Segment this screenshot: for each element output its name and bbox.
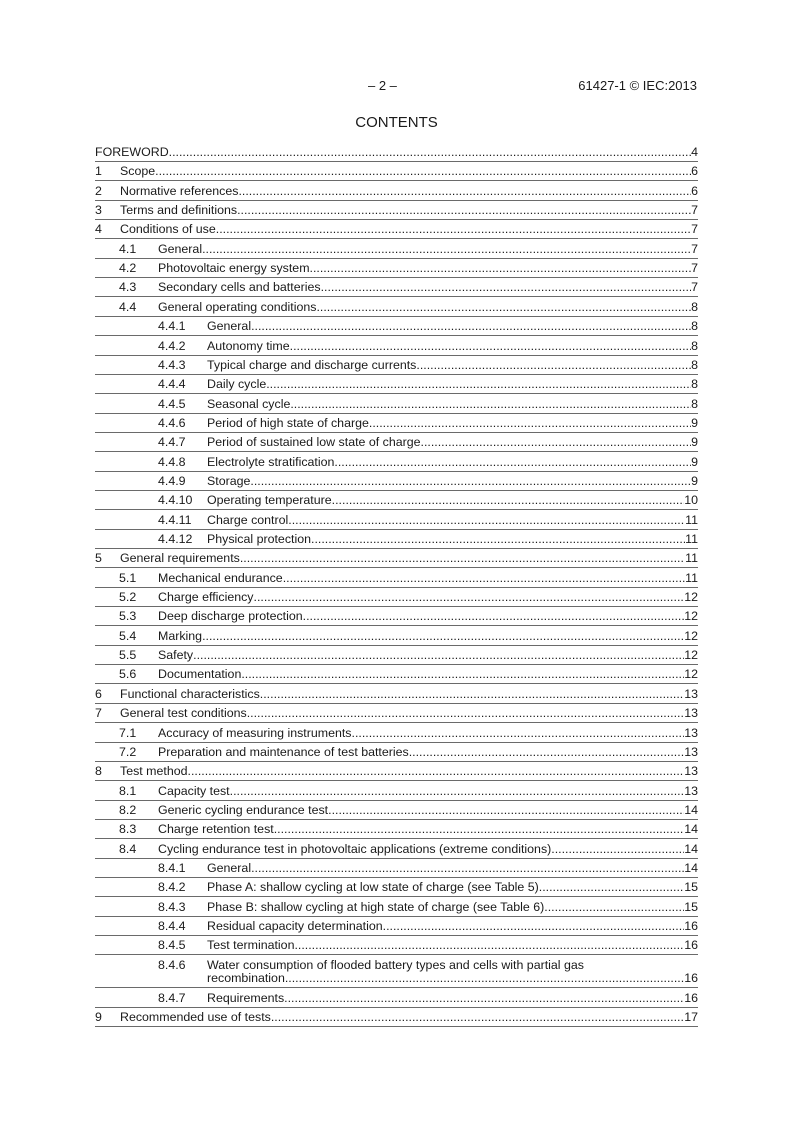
toc-entry[interactable] xyxy=(95,648,698,663)
toc-entry-title: Typical charge and discharge currents xyxy=(207,357,417,372)
toc-entry-page: 14 xyxy=(684,860,698,875)
toc-entry-page: 12 xyxy=(684,628,698,643)
toc-entry-title: Recommended use of tests xyxy=(120,1009,271,1024)
toc-entry-number: 8.4.2 xyxy=(158,880,186,895)
leader-dots xyxy=(241,667,684,682)
toc-entry-page: 12 xyxy=(684,667,698,682)
toc-entry-number: 2 xyxy=(95,183,102,198)
toc-entry-number: 4.4.3 xyxy=(158,357,186,372)
leader-dots xyxy=(237,203,691,218)
toc-entry-title: Period of sustained low state of charge xyxy=(207,435,421,450)
row-separator xyxy=(95,374,698,375)
toc-entry-page: 16 xyxy=(684,970,698,985)
toc-entry-number: 5.3 xyxy=(119,609,137,624)
toc-entry-title: General xyxy=(158,241,203,256)
toc-entry-page: 11 xyxy=(685,551,698,566)
toc-entry-title: Photovoltaic energy system xyxy=(158,261,310,276)
leader-dots xyxy=(303,609,685,624)
toc-entry-page: 8 xyxy=(691,377,698,392)
toc-entry[interactable] xyxy=(95,300,698,315)
row-separator xyxy=(95,683,698,684)
row-separator xyxy=(95,161,698,162)
leader-dots xyxy=(539,880,684,895)
toc-entry-title: Charge control xyxy=(207,512,289,527)
leader-dots xyxy=(274,822,684,837)
toc-entry-title: Water consumption of flooded battery types and cells with partial gas xyxy=(207,957,584,972)
toc-entry-page: 7 xyxy=(691,261,698,276)
toc-entry[interactable] xyxy=(95,958,698,986)
toc-entry[interactable] xyxy=(95,726,698,741)
toc-entry-page: 13 xyxy=(684,764,698,779)
toc-entry-number: 4.4 xyxy=(119,299,137,314)
row-separator xyxy=(95,316,698,317)
row-separator xyxy=(95,180,698,181)
row-separator xyxy=(95,548,698,549)
row-separator xyxy=(95,413,698,414)
toc-entry-page: 9 xyxy=(691,473,698,488)
row-separator xyxy=(95,432,698,433)
toc-entry-title: Capacity test xyxy=(158,783,230,798)
toc-entry[interactable] xyxy=(95,861,698,876)
toc-entry-title: Phase B: shallow cycling at high state of charge (see Table 6) xyxy=(207,899,545,914)
toc-entry-page: 14 xyxy=(684,841,698,856)
toc-entry-number: 4.4.5 xyxy=(158,396,186,411)
toc-entry-page: 8 xyxy=(691,299,698,314)
toc-entry[interactable] xyxy=(95,880,698,895)
toc-entry-title: Normative references xyxy=(120,183,239,198)
toc-entry-title: Storage xyxy=(207,473,251,488)
toc-entry-page: 16 xyxy=(684,919,698,933)
row-separator xyxy=(95,987,698,988)
toc-entry-number: 7.1 xyxy=(119,725,137,740)
toc-entry-number: 1 xyxy=(95,164,102,179)
toc-entry-number: 5.5 xyxy=(119,648,137,663)
row-separator xyxy=(95,490,698,491)
row-separator xyxy=(95,355,698,356)
leader-dots xyxy=(416,358,691,373)
leader-dots xyxy=(202,242,691,257)
toc-entry-page: 13 xyxy=(684,783,698,798)
toc-entry-title: Documentation xyxy=(158,667,242,682)
toc-entry[interactable] xyxy=(95,991,698,1006)
toc-entry-page: 12 xyxy=(684,590,698,605)
toc-entry-page: 9 xyxy=(691,454,698,469)
toc-entry-title: General test conditions xyxy=(120,706,247,721)
toc-entry-number: 8.4.1 xyxy=(158,860,186,875)
toc-entry[interactable] xyxy=(95,319,698,334)
toc-entry[interactable] xyxy=(95,551,698,566)
toc-entry-title: Residual capacity determination xyxy=(207,919,383,933)
toc-entry-page: 8 xyxy=(691,319,698,334)
toc-entry-number: 8.3 xyxy=(119,822,137,837)
leader-dots xyxy=(321,280,692,295)
toc-entry-page: 7 xyxy=(691,280,698,295)
toc-entry-title: Electrolyte stratification xyxy=(207,454,335,469)
toc-entry[interactable] xyxy=(95,1010,698,1025)
toc-entry[interactable] xyxy=(95,842,698,857)
toc-entry[interactable] xyxy=(95,377,698,392)
leader-dots xyxy=(310,261,692,276)
toc-entry[interactable] xyxy=(95,358,698,373)
leader-dots xyxy=(216,222,691,237)
leader-dots xyxy=(294,938,684,953)
standard-reference: 61427-1 © IEC:2013 xyxy=(578,78,697,93)
toc-entry-title: Operating temperature xyxy=(207,493,332,508)
row-separator xyxy=(95,277,698,278)
toc-entry-number: 8.4.7 xyxy=(158,990,186,1005)
row-separator xyxy=(95,567,698,568)
toc-entry-number: 4.4.6 xyxy=(158,415,186,430)
toc-entry-page: 8 xyxy=(691,357,698,372)
leader-dots xyxy=(285,971,684,986)
leader-dots xyxy=(316,300,691,315)
page-title: CONTENTS xyxy=(355,114,438,131)
row-separator xyxy=(95,451,698,452)
leader-dots xyxy=(290,397,691,412)
toc-entry-number: 5.4 xyxy=(119,628,137,643)
toc-entry-page: 9 xyxy=(691,435,698,450)
leader-dots xyxy=(271,1010,684,1025)
row-separator xyxy=(95,296,698,297)
leader-dots xyxy=(284,991,684,1006)
toc-entry-title: Test method xyxy=(120,764,188,779)
toc-entry-page: 16 xyxy=(684,938,698,953)
toc-entry[interactable] xyxy=(95,687,698,702)
toc-entry-title: FOREWORD xyxy=(95,145,169,159)
toc-entry-number: 4.4.7 xyxy=(158,435,186,450)
row-separator xyxy=(95,858,698,859)
toc-entry-number: 7.2 xyxy=(119,744,137,759)
toc-entry-number: 8.4.5 xyxy=(158,938,186,953)
toc-entry-title: Secondary cells and batteries xyxy=(158,280,321,295)
row-separator xyxy=(95,219,698,220)
toc-entry-page: 6 xyxy=(691,164,698,179)
toc-entry[interactable] xyxy=(95,532,698,547)
leader-dots xyxy=(193,648,684,663)
toc-entry-number: 4.4.10 xyxy=(158,493,193,508)
toc-entry-page: 13 xyxy=(684,744,698,759)
toc-entry-number: 8.1 xyxy=(119,783,137,798)
leader-dots xyxy=(332,493,685,508)
toc-entry[interactable] xyxy=(95,629,698,644)
leader-dots xyxy=(251,319,691,334)
leader-dots xyxy=(328,803,684,818)
toc-entry-number: 5.6 xyxy=(119,667,137,682)
toc-entry-title: Autonomy time xyxy=(207,338,290,353)
row-separator xyxy=(95,916,698,917)
toc-entry-title: Requirements xyxy=(207,990,285,1005)
toc-entry-page: 11 xyxy=(685,512,698,527)
toc-entry-number: 4.4.1 xyxy=(158,319,186,334)
toc-entry-page: 15 xyxy=(684,899,698,914)
toc-entry-page: 8 xyxy=(691,338,698,353)
toc-entry-page: 10 xyxy=(684,493,698,508)
toc-entry-page: 13 xyxy=(684,725,698,740)
leader-dots xyxy=(254,590,685,605)
toc-entry-page: 16 xyxy=(684,990,698,1005)
row-separator xyxy=(95,780,698,781)
toc-entry-number: 9 xyxy=(95,1009,102,1024)
toc-entry-title: Mechanical endurance xyxy=(158,570,283,585)
toc-entry-title: General xyxy=(207,860,252,875)
toc-entry-title: Marking xyxy=(158,628,203,643)
toc-entry-number: 4.4.4 xyxy=(158,377,186,392)
row-separator xyxy=(95,509,698,510)
toc-entry[interactable] xyxy=(95,609,698,624)
toc-entry-title: Functional characteristics xyxy=(120,686,260,701)
row-separator xyxy=(95,258,698,259)
leader-dots xyxy=(283,571,685,586)
leader-dots xyxy=(311,532,685,547)
toc-entry-page: 11 xyxy=(685,570,698,585)
row-separator xyxy=(95,819,698,820)
toc-entry[interactable] xyxy=(95,784,698,799)
toc-entry-title: General operating conditions xyxy=(158,299,317,314)
toc-entry-title: Deep discharge protection xyxy=(158,609,303,624)
toc-entry-title: General requirements xyxy=(120,551,240,566)
row-separator xyxy=(95,1026,698,1027)
toc-entry[interactable] xyxy=(95,667,698,682)
toc-entry-title: Scope xyxy=(120,164,156,179)
row-separator xyxy=(95,606,698,607)
leader-dots xyxy=(334,455,691,470)
toc-entry[interactable] xyxy=(95,571,698,586)
toc-entry-number: 3 xyxy=(95,203,102,218)
toc-entry-page: 9 xyxy=(691,415,698,430)
toc-entry-title: Charge retention test xyxy=(158,822,274,837)
row-separator xyxy=(95,877,698,878)
row-separator xyxy=(95,393,698,394)
toc-entry[interactable] xyxy=(95,900,698,915)
leader-dots xyxy=(544,900,684,915)
toc-entry-page: 15 xyxy=(684,880,698,895)
toc-entry-number: 4.4.11 xyxy=(158,512,192,527)
toc-entry[interactable] xyxy=(95,280,698,295)
row-separator xyxy=(95,954,698,955)
toc-entry[interactable] xyxy=(95,222,698,237)
leader-dots xyxy=(250,474,691,489)
toc-entry-number: 5.2 xyxy=(119,590,137,605)
toc-entry-number: 8.4.4 xyxy=(158,919,186,933)
row-separator xyxy=(95,645,698,646)
leader-dots xyxy=(247,706,684,721)
toc-entry-number: 8.4 xyxy=(119,841,137,856)
leader-dots xyxy=(240,551,685,566)
row-separator xyxy=(95,471,698,472)
toc-entry[interactable] xyxy=(95,513,698,528)
toc-entry-page: 7 xyxy=(691,203,698,218)
toc-entry-number: 5.1 xyxy=(119,570,137,585)
toc-entry[interactable] xyxy=(95,493,698,508)
toc-entry[interactable] xyxy=(95,938,698,953)
toc-entry-number: 4 xyxy=(95,222,102,237)
toc-entry-number: 4.4.9 xyxy=(158,473,186,488)
toc-entry-page: 12 xyxy=(684,648,698,663)
toc-entry-page: 6 xyxy=(691,183,698,198)
toc-entry-number: 4.4.2 xyxy=(158,338,186,353)
toc-entry-title: Phase A: shallow cycling at low state of charge (see Table 5) xyxy=(207,880,539,895)
row-separator xyxy=(95,238,698,239)
toc-entry-page: 13 xyxy=(684,706,698,721)
toc-entry-number: 6 xyxy=(95,686,102,701)
toc-entry-page: 7 xyxy=(691,222,698,237)
toc-entry-title: Test termination xyxy=(207,938,295,953)
row-separator xyxy=(95,587,698,588)
row-separator xyxy=(95,529,698,530)
toc-entry[interactable] xyxy=(95,745,698,760)
toc-entry[interactable] xyxy=(95,339,698,354)
leader-dots xyxy=(551,842,684,857)
toc-entry[interactable] xyxy=(95,822,698,837)
toc-entry-title: Daily cycle xyxy=(207,377,267,392)
toc-entry-title: Physical protection xyxy=(207,532,311,546)
toc-entry[interactable] xyxy=(95,184,698,199)
toc-entry-title: General xyxy=(207,319,252,334)
leader-dots xyxy=(288,513,685,528)
toc-entry-title: Terms and definitions xyxy=(120,203,238,218)
toc-entry-number: 4.3 xyxy=(119,280,137,295)
leader-dots xyxy=(169,145,691,160)
row-separator xyxy=(95,1007,698,1008)
leader-dots xyxy=(290,339,691,354)
row-separator xyxy=(95,335,698,336)
toc-entry-page: 14 xyxy=(684,822,698,837)
toc-entry[interactable] xyxy=(95,203,698,218)
row-separator xyxy=(95,742,698,743)
leader-dots xyxy=(188,764,685,779)
toc-entry-number: 8 xyxy=(95,764,102,779)
toc-entry-title: Charge efficiency xyxy=(158,590,254,605)
row-separator xyxy=(95,896,698,897)
toc-entry-page: 17 xyxy=(684,1009,698,1024)
leader-dots xyxy=(155,164,691,179)
toc-entry-number: 7 xyxy=(95,706,102,721)
toc-entry-title: Seasonal cycle xyxy=(207,396,291,411)
toc-entry-number: 4.4.12 xyxy=(158,532,193,546)
row-separator xyxy=(95,703,698,704)
toc-entry[interactable] xyxy=(95,242,698,257)
row-separator xyxy=(95,800,698,801)
toc-entry-number: 4.1 xyxy=(119,241,137,256)
leader-dots xyxy=(352,726,685,741)
toc-entry-title: Conditions of use xyxy=(120,222,216,237)
toc-entry-title: Cycling endurance test in photovoltaic applications (extreme conditions) xyxy=(158,841,552,856)
toc-entry-number: 5 xyxy=(95,551,102,566)
toc-entry[interactable] xyxy=(95,803,698,818)
toc-entry-page: 13 xyxy=(684,686,698,701)
toc-entry-title: recombination xyxy=(207,970,285,985)
leader-dots xyxy=(421,435,692,450)
row-separator xyxy=(95,761,698,762)
toc-entry-number: 4.2 xyxy=(119,261,137,276)
toc-entry-title: Safety xyxy=(158,648,194,663)
toc-entry[interactable] xyxy=(95,919,698,934)
row-separator xyxy=(95,838,698,839)
toc-entry-number: 8.4.6 xyxy=(158,957,186,972)
toc-entry-number: 8.4.3 xyxy=(158,899,186,914)
row-separator xyxy=(95,664,698,665)
row-separator xyxy=(95,200,698,201)
toc-entry[interactable] xyxy=(95,145,698,160)
leader-dots xyxy=(260,687,684,702)
toc-entry-page: 11 xyxy=(685,532,698,546)
toc-entry[interactable] xyxy=(95,474,698,489)
toc-entry-title: Accuracy of measuring instruments xyxy=(158,725,352,740)
toc-entry[interactable] xyxy=(95,164,698,179)
toc-entry[interactable] xyxy=(95,764,698,779)
leader-dots xyxy=(266,377,691,392)
leader-dots xyxy=(238,184,691,199)
page-number: – 2 – xyxy=(368,78,397,93)
toc-entry[interactable] xyxy=(95,706,698,721)
row-separator xyxy=(95,722,698,723)
toc-entry-page: 12 xyxy=(684,609,698,624)
leader-dots xyxy=(409,745,684,760)
leader-dots xyxy=(251,861,684,876)
leader-dots xyxy=(369,416,691,431)
toc-entry-page: 14 xyxy=(684,802,698,817)
toc-entry[interactable] xyxy=(95,590,698,605)
toc-entry-title: Preparation and maintenance of test batteries xyxy=(158,744,409,759)
toc-entry-title: Generic cycling endurance test xyxy=(158,802,329,817)
toc-entry[interactable] xyxy=(95,261,698,276)
leader-dots xyxy=(230,784,685,799)
toc-entry[interactable] xyxy=(95,455,698,470)
toc-entry-number: 8.2 xyxy=(119,802,137,817)
toc-entry-title: Period of high state of charge xyxy=(207,415,369,430)
leader-dots xyxy=(383,919,685,934)
row-separator xyxy=(95,935,698,936)
toc-entry-page: 8 xyxy=(691,396,698,411)
toc-entry-page: 7 xyxy=(691,241,698,256)
toc-entry[interactable] xyxy=(95,435,698,450)
toc-entry-page: 4 xyxy=(691,145,698,159)
toc-entry-number: 4.4.8 xyxy=(158,454,186,469)
toc-entry[interactable] xyxy=(95,397,698,412)
row-separator xyxy=(95,625,698,626)
toc-entry[interactable] xyxy=(95,416,698,431)
leader-dots xyxy=(202,629,684,644)
